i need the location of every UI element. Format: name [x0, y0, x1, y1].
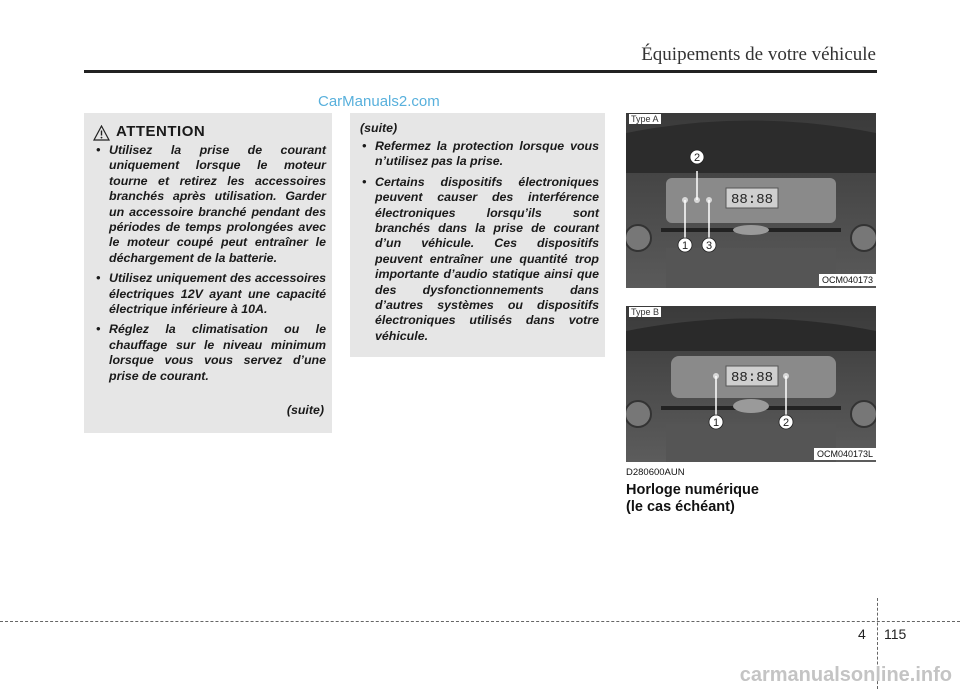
clock-display: 88:88	[730, 370, 774, 386]
clock-display: 88:88	[730, 192, 774, 208]
chapter-number: 4	[858, 626, 866, 642]
footer-rule	[0, 621, 960, 622]
suite-label: (suite)	[286, 403, 324, 417]
attention-continued-box	[350, 113, 605, 357]
section-title: Horloge numérique (le cas échéant)	[626, 482, 759, 515]
figure-type-b	[626, 306, 876, 462]
dashboard-photo-a	[626, 113, 876, 288]
callout-1: 1	[712, 417, 720, 429]
figure-label: Type B	[631, 307, 660, 317]
list-item: • Refermez la protection lorsque vous n’utilisez pas la prise.	[362, 139, 599, 169]
page-header-title: Équipements de votre véhicule	[641, 44, 876, 65]
figure-code: OCM040173	[819, 274, 876, 286]
section-code: D280600AUN	[626, 467, 685, 478]
callout-2: 2	[693, 152, 701, 164]
callout-2: 2	[782, 417, 790, 429]
header-rule	[84, 70, 877, 73]
suite-label: (suite)	[360, 121, 398, 135]
site-watermark: CarManuals2.com	[318, 93, 440, 110]
attention-bullets	[92, 143, 326, 389]
list-item: • Certains dispositifs électroniques peuvent causer des interférence électroniques lorsqu’ils sont branchés dans la prise de courant d’un véhicule. Ces dispositifs peuvent entraîner une quantité trop importante d’audio statique ainsi que des dysfonctionnements dans d’autres systèmes ou dispositifs électroniques utilisés dans votre véhicule.	[362, 174, 599, 343]
page-number: 115	[884, 626, 907, 642]
list-item: • Réglez la climatisation ou le chauffage sur le niveau minimum lorsque vous vous servez d’une prise de courant.	[96, 322, 326, 383]
figure-label: Type A	[631, 114, 659, 124]
warning-icon	[93, 125, 110, 141]
callout-3: 3	[705, 240, 713, 252]
attention-continued-bullets	[358, 139, 599, 349]
dashboard-photo-b	[626, 306, 876, 462]
figure-type-a	[626, 113, 876, 288]
list-item: • Utilisez uniquement des accessoires électriques 12V ayant une capacité électrique inférieure à 10A.	[96, 271, 326, 317]
attention-title: ATTENTION	[116, 123, 206, 140]
attention-box	[84, 113, 332, 433]
list-item: • Utilisez la prise de courant uniquement lorsque le moteur tourne et retirez les accessoires branchés après utilisation. Garder un accessoire branché pendant des périodes de temps prolongées avec le moteur coupé peut entraîner le déchargement de la batterie.	[96, 143, 326, 265]
bottom-watermark: carmanualsonline.info	[739, 664, 952, 686]
figure-code: OCM040173L	[814, 448, 876, 460]
callout-1: 1	[681, 240, 689, 252]
